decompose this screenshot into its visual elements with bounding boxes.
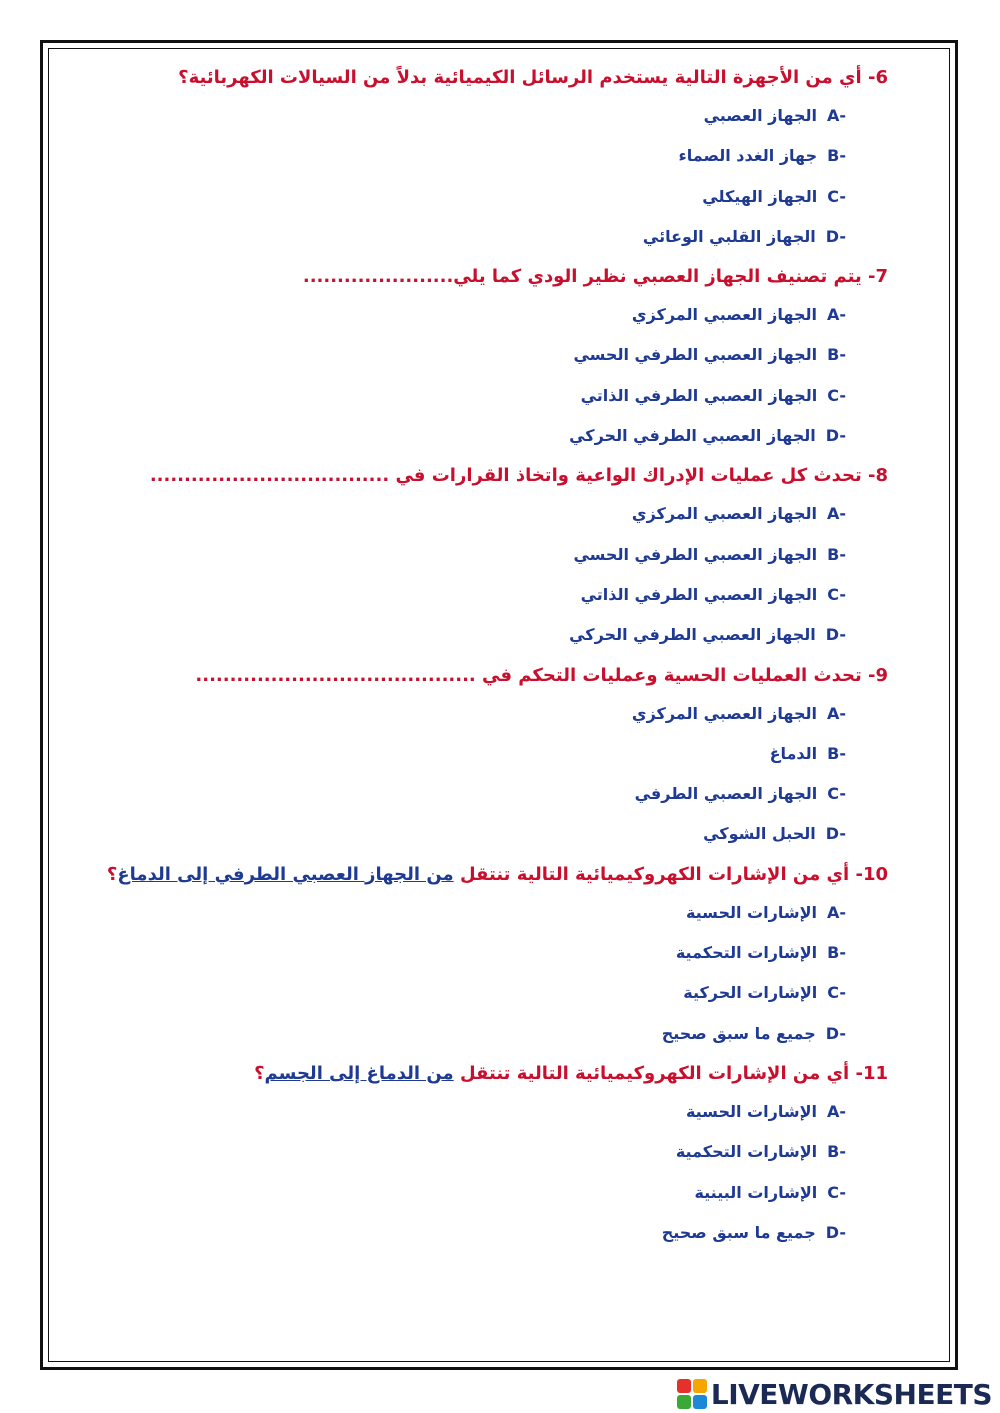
- question-stem: تحدث العمليات الحسية وعمليات التحكم في: [482, 664, 862, 686]
- logo-square: [677, 1395, 691, 1409]
- worksheet-content: [106, 64, 888, 1259]
- option-text: الإشارات التحكمية: [675, 1142, 818, 1162]
- option-text: الإشارات الحركية: [683, 983, 818, 1003]
- question-8-text: [149, 462, 888, 500]
- answer-options: [168, 102, 888, 263]
- option-text: الجهاز العصبي الطرفي الحركي: [569, 625, 816, 645]
- option-text: جميع ما سبق صحيح: [661, 1023, 816, 1043]
- answer-options: [168, 899, 888, 1060]
- question-stem: أي من الأجهزة التالية يستخدم الرسائل الكيميائية بدلاً من السيالات الكهربائية؟: [178, 67, 862, 88]
- question-stem: تحدث كل عمليات الإدراك الواعية واتخاذ القرارات في: [395, 465, 862, 487]
- question-8: [149, 462, 888, 661]
- question-emphasis: من الجهاز العصبي الطرفي إلى الدماغ: [117, 863, 454, 885]
- option-letter: D-: [825, 1023, 846, 1043]
- logo-square: [693, 1395, 707, 1409]
- option-a[interactable]: [168, 899, 846, 939]
- option-b[interactable]: [168, 939, 846, 979]
- option-letter: B-: [827, 1142, 846, 1162]
- option-text: الإشارات الحسية: [685, 1101, 817, 1121]
- option-letter: D-: [825, 824, 846, 844]
- question-number: 10-: [855, 863, 888, 885]
- option-text: الجهاز العصبي الطرفي الحسي: [573, 345, 818, 365]
- question-stem: يتم تصنيف الجهاز العصبي نظير الودي كما يلي: [453, 266, 862, 288]
- option-a[interactable]: [168, 301, 846, 341]
- option-d[interactable]: [168, 820, 846, 860]
- option-letter: A-: [826, 1101, 846, 1121]
- question-9: [168, 662, 888, 861]
- option-text: الحبل الشوكي: [703, 824, 816, 844]
- option-d[interactable]: [168, 621, 846, 661]
- option-a[interactable]: [168, 102, 846, 142]
- option-letter: D-: [825, 625, 846, 645]
- option-text: الجهاز العصبي المركزي: [631, 703, 817, 723]
- logo-square: [693, 1379, 707, 1393]
- option-c[interactable]: [168, 780, 846, 820]
- option-letter: A-: [826, 902, 846, 922]
- answer-blank[interactable]: ......................: [302, 266, 454, 288]
- option-text: الإشارات الحسية: [685, 902, 817, 922]
- option-letter: C-: [827, 784, 846, 804]
- answer-blank[interactable]: .........................................: [195, 664, 476, 686]
- brand-name: LIVEWORKSHEETS: [710, 1377, 992, 1411]
- option-letter: D-: [825, 226, 846, 246]
- option-letter: A-: [826, 106, 846, 125]
- option-b[interactable]: [168, 541, 846, 581]
- option-c[interactable]: [168, 183, 846, 223]
- liveworksheets-brand[interactable]: [677, 1377, 992, 1411]
- option-text: جهاز الغدد الصماء: [678, 146, 818, 166]
- answer-options: [168, 1098, 888, 1259]
- question-6-text: [168, 64, 888, 102]
- option-text: الجهاز الهيكلي: [702, 186, 818, 206]
- question-7: [168, 263, 888, 462]
- option-b[interactable]: [168, 341, 846, 381]
- option-text: جميع ما سبق صحيح: [661, 1222, 816, 1242]
- option-letter: B-: [827, 544, 846, 564]
- question-6: [168, 64, 888, 263]
- option-c[interactable]: [168, 979, 846, 1019]
- option-letter: B-: [827, 743, 846, 763]
- question-10: [106, 861, 888, 1060]
- question-mark: ؟: [106, 863, 118, 885]
- option-text: الدماغ: [769, 743, 818, 763]
- option-letter: A-: [826, 703, 846, 723]
- answer-options: [168, 500, 888, 661]
- option-text: الجهاز العصبي المركزي: [631, 504, 817, 524]
- option-d[interactable]: [168, 1020, 846, 1060]
- option-letter: B-: [827, 943, 846, 963]
- option-letter: C-: [827, 1182, 846, 1202]
- question-11-text: [168, 1060, 888, 1098]
- option-text: الجهاز القلبي الوعائي: [642, 226, 816, 246]
- option-text: الجهاز العصبي الطرفي الذاتي: [580, 385, 818, 405]
- option-b[interactable]: [168, 740, 846, 780]
- option-d[interactable]: [168, 223, 846, 263]
- option-c[interactable]: [168, 1179, 846, 1219]
- option-a[interactable]: [168, 700, 846, 740]
- question-11: [168, 1060, 888, 1259]
- option-letter: C-: [827, 385, 846, 405]
- option-letter: D-: [825, 426, 846, 446]
- question-7-text: [168, 263, 888, 301]
- option-c[interactable]: [168, 581, 846, 621]
- option-letter: C-: [827, 584, 846, 604]
- answer-blank[interactable]: ...................................: [149, 465, 390, 487]
- option-text: الإشارات البينية: [694, 1182, 818, 1202]
- question-number: 9-: [867, 664, 888, 686]
- option-b[interactable]: [168, 142, 846, 182]
- option-letter: C-: [827, 983, 846, 1003]
- option-text: الجهاز العصبي الطرفي الحسي: [573, 544, 818, 564]
- answer-options: [168, 301, 888, 462]
- question-mark: ؟: [254, 1062, 265, 1084]
- option-c[interactable]: [168, 382, 846, 422]
- question-number: 8-: [867, 465, 888, 487]
- question-number: 7-: [867, 266, 888, 288]
- question-stem: أي من الإشارات الكهروكيميائية التالية تنتقل: [459, 863, 850, 885]
- question-10-text: [106, 861, 888, 899]
- option-d[interactable]: [168, 1219, 846, 1259]
- option-a[interactable]: [168, 500, 846, 540]
- option-text: الإشارات التحكمية: [675, 943, 818, 963]
- question-emphasis: من الدماغ إلى الجسم: [264, 1062, 454, 1084]
- question-stem: أي من الإشارات الكهروكيميائية التالية تنتقل: [459, 1062, 850, 1084]
- option-d[interactable]: [168, 422, 846, 462]
- option-text: الجهاز العصبي الطرفي: [634, 784, 818, 804]
- option-a[interactable]: [168, 1098, 846, 1138]
- option-letter: C-: [827, 186, 846, 206]
- option-letter: B-: [827, 146, 846, 166]
- option-text: الجهاز العصبي الطرفي الحركي: [569, 426, 816, 446]
- logo-square: [677, 1379, 691, 1393]
- question-number: 11-: [855, 1062, 888, 1084]
- option-b[interactable]: [168, 1138, 846, 1178]
- liveworksheets-logo-icon: [677, 1379, 707, 1409]
- option-text: الجهاز العصبي الطرفي الذاتي: [580, 584, 818, 604]
- option-text: الجهاز العصبي المركزي: [631, 305, 817, 325]
- option-letter: D-: [825, 1222, 846, 1242]
- option-letter: A-: [826, 305, 846, 325]
- option-letter: A-: [826, 504, 846, 524]
- option-text: الجهاز العصبي: [703, 106, 817, 125]
- question-number: 6-: [867, 67, 888, 88]
- answer-options: [168, 700, 888, 861]
- question-9-text: [168, 662, 888, 700]
- option-letter: B-: [827, 345, 846, 365]
